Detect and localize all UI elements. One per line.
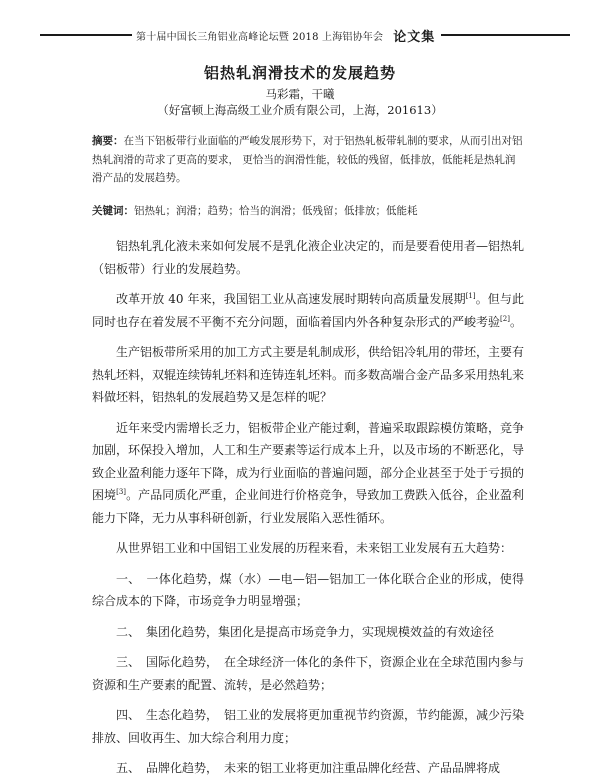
collection-label: 论文集	[393, 29, 436, 45]
paper-title: 铝热轧润滑技术的发展趋势	[203, 64, 396, 82]
body-paragraph: 近年来受内需增长乏力，铝板带企业产能过剩，普遍采取跟踪模仿策略，竞争加剧，环保投入增加，人工和生产要素等运行成本上升，以及市场的不断恶化，导致企业盈利能力逐年下降，成为行业面临的普遍问题，部分企业甚至于处于亏损的困境[3]。产品同质化严重，企业间进行价格竞争，导致加工费跌入低谷，企业盈利能力下降，无力从事科研创新，行业发展陷入恶性循环。	[92, 420, 525, 525]
body-text	[92, 235, 524, 780]
abstract-label: 摘要：	[92, 135, 124, 147]
body-paragraph: 铝热轧乳化液未来如何发展不是乳化液企业决定的，而是要看使用者—铝热轧（铝板带）行业的发展趋势。	[92, 239, 525, 276]
paper-affiliation: （好富顿上海高级工业介质有限公司，上海，201613）	[157, 103, 443, 117]
keywords-label: 关键词：	[92, 205, 134, 217]
trend-item: 二、 集团化趋势，集团化是提高市场竞争力，实现规模效益的有效途径	[116, 624, 495, 639]
abstract	[92, 132, 524, 188]
body-paragraph: 改革开放 40 年来，我国铝工业从高速发展时期转向高质量发展期[1]。但与此同时也存在着发展不平衡不充分问题，面临着国内外各种复杂形式的严峻考验[2]。	[92, 292, 524, 329]
trend-item: 五、 品牌化趋势， 未来的铝工业将更加注重品牌化经营、产品品牌将成	[116, 761, 501, 775]
citation: [3]	[116, 488, 127, 496]
running-header	[40, 26, 570, 44]
trend-item: 四、 生态化趋势， 铝工业的发展将更加重视节约资源，节约能源，减少污染排放、回收再生、加大综合利用力度；	[92, 708, 525, 745]
conference-name: 第十届中国长三角铝业高峰论坛暨 2018 上海铝协年会	[136, 31, 384, 43]
trend-item: 三、 国际化趋势， 在全球经济一体化的条件下，资源企业在全球范围内参与资源和生产要素的配置、流转，是必然趋势；	[92, 655, 525, 692]
keywords-text: 铝热轧；润滑；趋势；恰当的润滑；低残留；低排放；低能耗	[134, 205, 418, 217]
body-paragraph: 生产铝板带所采用的加工方式主要是轧制成形，供给铝冷轧用的带坯，主要有热轧坯料，双辊连续铸轧坯料和连铸连轧坯料。而多数高端合金产品多采用热轧来料做坯料，铝热轧的发展趋势又是怎样的呢？	[92, 345, 525, 404]
body-paragraph: 从世界铝工业和中国铝工业发展的历程来看，未来铝工业发展有五大趋势：	[116, 541, 513, 555]
header-rule-right	[441, 34, 570, 36]
abstract-text: 在当下铝板带行业面临的严峻发展形势下，对于铝热轧板带轧制的要求，从而引出对铝热轧润滑的苛求了更高的要求， 更恰当的润滑性能，较低的残留，低排放，低能耗是热轧润滑产品的发展趋势。	[92, 135, 523, 184]
citation: [2]	[500, 314, 510, 323]
header-rule-left	[40, 34, 132, 36]
paper-authors: 马彩霜，干曦	[265, 87, 335, 101]
trend-item: 一、 一体化趋势，煤（水）—电—铝—铝加工一体化联合企业的形成，使得综合成本的下降，市场竞争力明显增强；	[92, 571, 524, 608]
keywords	[92, 203, 532, 218]
citation: [1]	[465, 292, 476, 300]
